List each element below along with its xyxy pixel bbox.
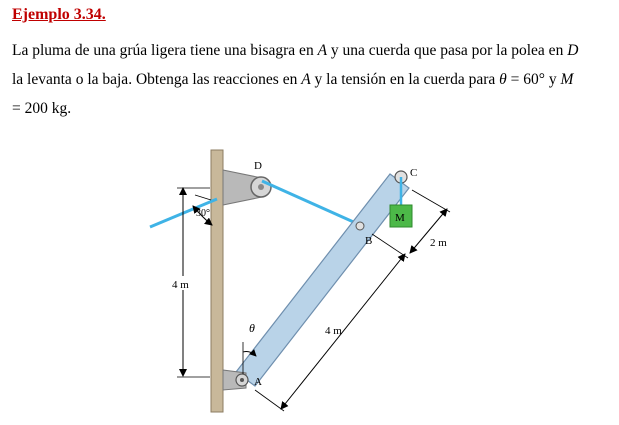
- label-theta: θ: [249, 321, 255, 335]
- problem-line-3: = 200 kg.: [12, 100, 72, 117]
- pin-b: [356, 222, 364, 230]
- label-b: B: [365, 235, 373, 247]
- label-c: C: [410, 167, 418, 179]
- angle-30-ref: [195, 195, 211, 200]
- problem-line-2: la levanta o la baja. Obtenga las reacciones en A y la tensión en la cuerda para θ = 60° y M: [12, 71, 574, 88]
- example-heading: Ejemplo 3.34.: [12, 6, 106, 23]
- label-dim-4m-boom: 4 m: [325, 325, 342, 337]
- dim-2m-ext-c: [412, 190, 450, 212]
- problem-line-1: La pluma de una grúa ligera tiene una bisagra en A y una cuerda que pasa por la polea en D: [12, 42, 579, 59]
- label-dim-2m: 2 m: [430, 237, 447, 249]
- dim-4m-boom-line: [281, 254, 405, 409]
- rope-d-to-b: [262, 181, 358, 224]
- label-a: A: [254, 376, 262, 388]
- pulley-d-hub: [258, 184, 264, 190]
- label-angle-30: 30°: [196, 208, 210, 219]
- dim-boom-ext-a: [255, 390, 284, 411]
- hinge-a-pin: [240, 378, 244, 382]
- dim-boom-ext-b: [372, 234, 408, 258]
- label-m: M: [395, 212, 405, 224]
- label-dim-4m-left: 4 m: [172, 279, 189, 291]
- boom: [236, 174, 409, 386]
- wall: [211, 150, 223, 412]
- label-d: D: [254, 160, 262, 172]
